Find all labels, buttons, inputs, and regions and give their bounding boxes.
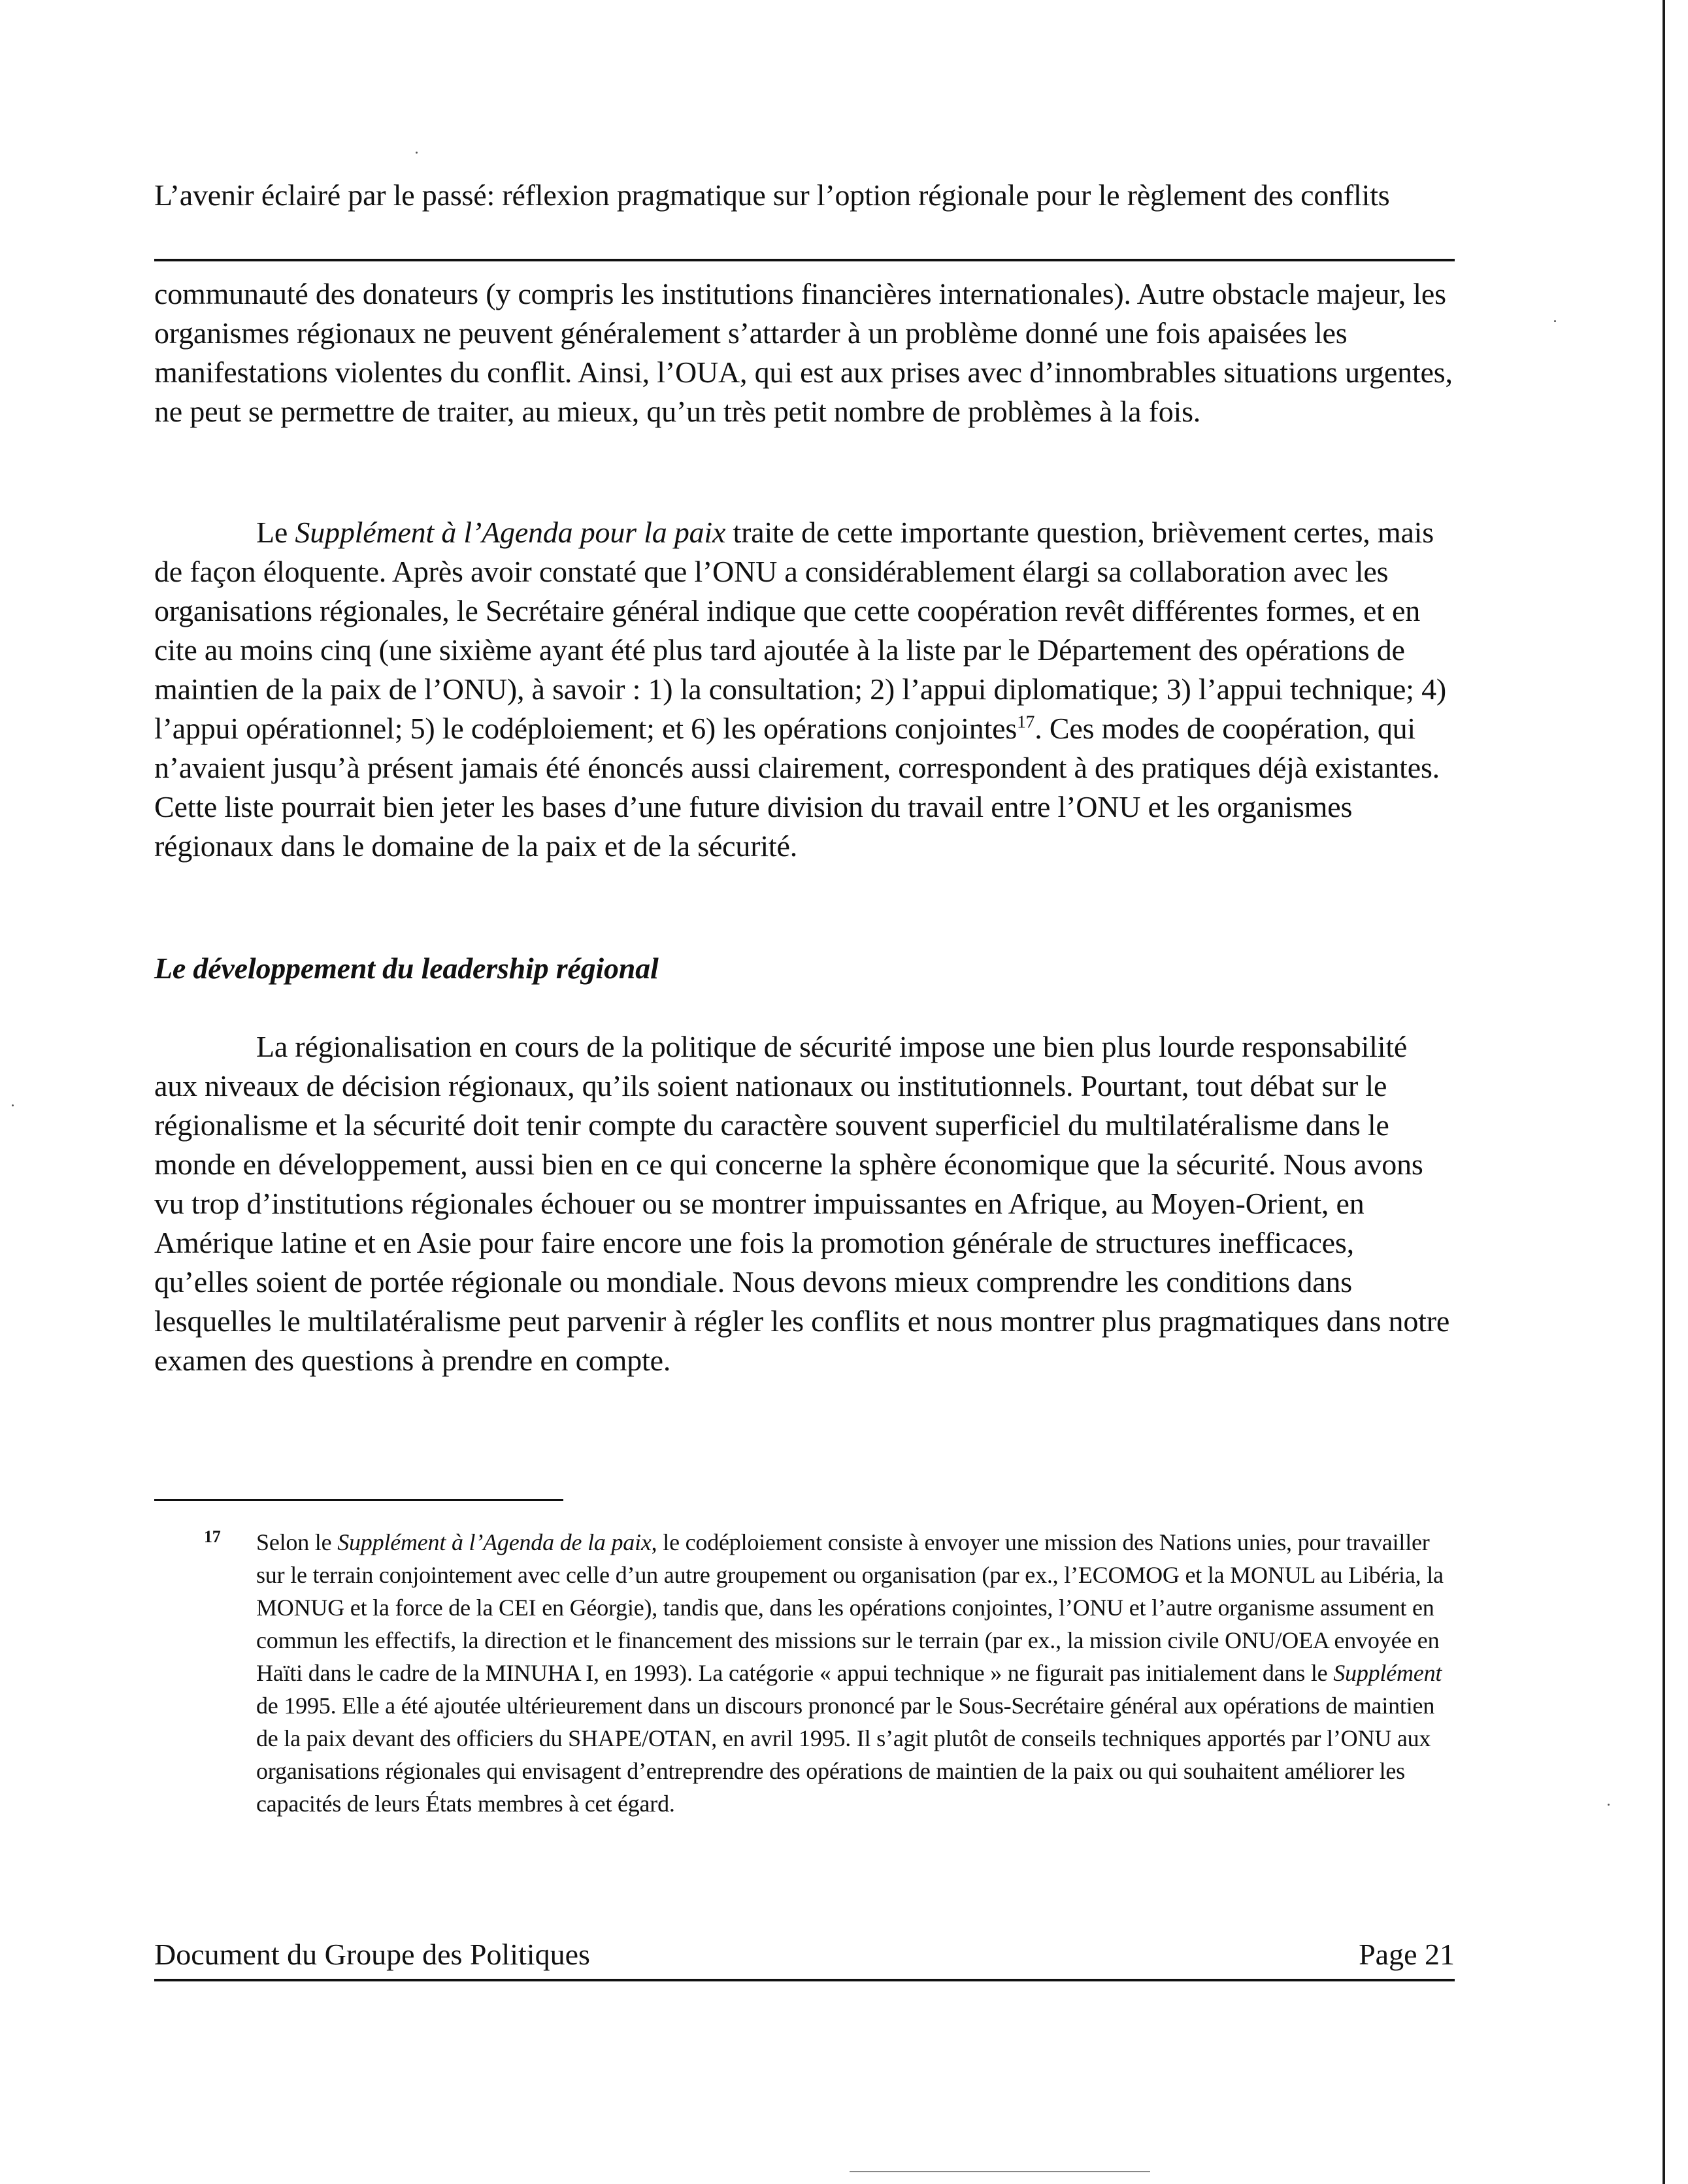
footnote-reference: 17 bbox=[1017, 711, 1035, 732]
footer-rule bbox=[154, 1979, 1455, 1981]
footnote-separator bbox=[154, 1499, 563, 1501]
paragraph-2-text-start: Le bbox=[256, 516, 295, 549]
paragraph-1: communauté des donateurs (y compris les institutions financières internationales). Autre obstacle majeur, les organismes régionaux ne peuvent généralement s’attarder à un problème donné une fois apaisées les manifestations violentes du conflit. Ainsi, l’OUA, qui est aux prises avec d’innombrables situations urgentes, ne peut se permettre de traiter, au mieux, qu’un très petit nombre de problèmes à la fois. bbox=[154, 277, 1453, 428]
footer-page-number: Page 21 bbox=[1359, 1938, 1455, 1971]
paragraph-3: La régionalisation en cours de la politique de sécurité impose une bien plus lourde responsabilité aux niveaux de décision régionaux, qu’ils soient nationaux ou institutionnels. Pourtant, tout débat sur le régionalisme et la sécurité doit tenir compte du caractère souvent superficiel du multilatéralisme dans le monde en développement, aussi bien en ce qui concerne la sphère économique que la sécurité. Nous avons vu trop d’institutions régionales échouer ou se montrer impuissantes en Afrique, au Moyen-Orient, en Amérique latine et en Asie pour faire encore une fois la promotion générale de structures inefficaces, qu’elles soient de portée régionale ou mondiale. Nous devons mieux comprendre les conditions dans lesquelles le multilatéralisme peut parvenir à régler les conflits et nous montrer plus pragmatiques dans notre examen des questions à prendre en compte. bbox=[154, 1030, 1450, 1377]
scan-speck bbox=[12, 1104, 14, 1106]
scan-speck bbox=[1554, 320, 1556, 322]
scan-speck bbox=[1608, 1804, 1610, 1806]
scan-edge-line bbox=[1663, 0, 1665, 2184]
footnote-text-end: de 1995. Elle a été ajoutée ultérieurement dans un discours prononcé par le Sous-Secrétaire général aux opérations de maintien de la paix devant des officiers du SHAPE/OTAN, en avril 1995. Il s’agit plutôt de conseils techniques apportés par l’ONU aux organisations régionales qui envisagent d’entreprendre des opérations de maintien de la paix ou qui souhaitent améliorer les capacités de leurs États membres à cet égard. bbox=[256, 1693, 1435, 1817]
footnote-number: 17 bbox=[204, 1527, 221, 1546]
footnote-text-mid: , le codéploiement consiste à envoyer une mission des Nations unies, pour travailler sur le terrain conjointement avec celle d’un autre groupement ou organisation (par ex., l’ECOMOG et la MONUL au Libéria, la MONUG et la force de la CEI en Géorgie), tandis que, dans les opérations conjointes, l’ONU et l’autre organisme assument en commun les effectifs, la direction et le financement des missions sur le terrain (par ex., la mission civile ONU/OEA envoyée en Haïti dans le cadre de la MINUHA I, en 1993). La catégorie « appui technique » ne figurait pas initialement dans le bbox=[256, 1529, 1444, 1686]
scan-artifact-line bbox=[850, 2171, 1150, 2172]
footnote-italic-supplement: Supplément bbox=[1333, 1660, 1442, 1686]
footnote-text-start: Selon le bbox=[256, 1529, 338, 1555]
footnote-text bbox=[256, 1526, 1455, 1820]
paragraph-2-text-end: . Ces modes de coopération, qui n’avaient jusqu’à présent jamais été énoncés aussi clairement, correspondent à des pratiques déjà existantes. Cette liste pourrait bien jeter les bases d’une future division du travail entre l’ONU et les organismes régionaux dans le domaine de la paix et de la sécurité. bbox=[154, 712, 1440, 863]
section-heading: Le développement du leadership régional bbox=[154, 951, 659, 985]
paragraph-2-italic-title: Supplément à l’Agenda pour la paix bbox=[295, 516, 726, 549]
page-footer bbox=[154, 1934, 1455, 1975]
paragraph-2 bbox=[154, 513, 1455, 866]
header-rule bbox=[154, 259, 1455, 261]
paragraph-2-text-mid: traite de cette importante question, brièvement certes, mais de façon éloquente. Après avoir constaté que l’ONU a considérablement élargi sa collaboration avec les organisations régionales, le Secrétaire général indique que cette coopération revêt différentes formes, et en cite au moins cinq (une sixième ayant été plus tard ajoutée à la liste par le Département des opérations de maintien de la paix de l’ONU), à savoir : 1) la consultation; 2) l’appui diplomatique; 3) l’appui technique; 4) l’appui opérationnel; 5) le codéploiement; et 6) les opérations conjointes bbox=[154, 516, 1446, 745]
footnote-italic-title: Supplément à l’Agenda de la paix bbox=[337, 1529, 652, 1555]
footnote bbox=[154, 1526, 1455, 1820]
footer-document-title: Document du Groupe des Politiques bbox=[154, 1938, 590, 1971]
scan-speck bbox=[416, 152, 418, 154]
running-header: L’avenir éclairé par le passé: réflexion pragmatique sur l’option régionale pour le règlement des conflits bbox=[154, 178, 1390, 212]
